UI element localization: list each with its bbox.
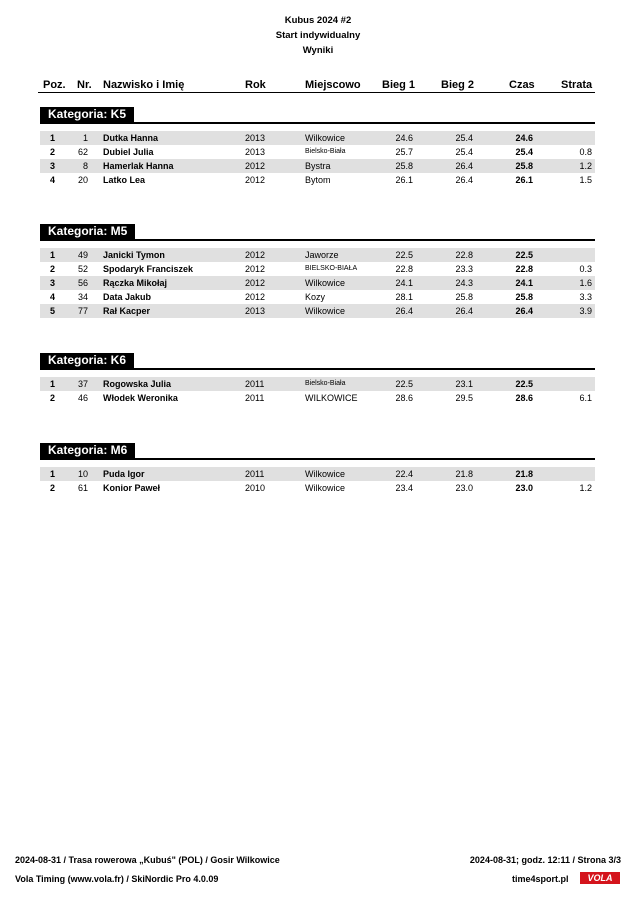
final-time: 26.1 xyxy=(515,175,533,185)
category-header xyxy=(40,443,595,460)
position: 2 xyxy=(49,147,55,157)
run1-time: 24.6 xyxy=(395,133,413,143)
bib-number: 20 xyxy=(77,175,88,185)
athlete-name: Janicki Tymon xyxy=(103,250,165,260)
run2-time: 23.1 xyxy=(455,379,473,389)
run1-time: 25.7 xyxy=(395,147,413,157)
town: Wilkowice xyxy=(305,483,346,493)
run2-time: 21.8 xyxy=(455,469,473,479)
run2-time: 26.4 xyxy=(455,175,473,185)
col-rok: Rok xyxy=(245,79,266,91)
final-time: 25.8 xyxy=(515,292,533,302)
table-row xyxy=(40,173,595,187)
category-header xyxy=(40,107,595,124)
col-bieg2: Bieg 2 xyxy=(441,79,475,91)
bib-number: 46 xyxy=(77,393,88,403)
footer-event-info: 2024-08-31 / Trasa rowerowa „Kubuś" (POL) / Gosir Wilkowice xyxy=(15,855,280,865)
final-time: 24.6 xyxy=(515,133,533,143)
run2-time: 26.4 xyxy=(455,306,473,316)
run1-time: 28.6 xyxy=(395,393,413,403)
town: Wilkowice xyxy=(305,469,346,479)
time-gap: 1.6 xyxy=(579,278,592,288)
position: 4 xyxy=(49,175,55,185)
time-gap: 1.2 xyxy=(579,483,592,493)
time-gap: 6.1 xyxy=(579,393,592,403)
position: 2 xyxy=(49,393,55,403)
birth-year: 2012 xyxy=(245,175,266,185)
time-gap: 3.3 xyxy=(579,292,592,302)
town: Jaworze xyxy=(305,250,339,260)
event-subtitle: Start indywidualny xyxy=(275,30,361,41)
col-strata: Strata xyxy=(561,79,593,91)
results-title: Wyniki xyxy=(302,45,334,56)
table-row xyxy=(40,377,595,391)
athlete-name: Hamerlak Hanna xyxy=(103,161,174,171)
run2-time: 25.8 xyxy=(455,292,473,302)
athlete-name: Dubiel Julia xyxy=(103,147,154,157)
col-bieg1: Bieg 1 xyxy=(382,79,416,91)
bib-number: 10 xyxy=(77,469,88,479)
bib-number: 49 xyxy=(77,250,88,260)
time-gap: 1.5 xyxy=(579,175,592,185)
position: 5 xyxy=(49,306,55,316)
bib-number: 34 xyxy=(77,292,88,302)
col-miejscowosc: Miejscowo xyxy=(305,79,361,91)
run1-time: 25.8 xyxy=(395,161,413,171)
table-row xyxy=(40,391,595,405)
athlete-name: Spodaryk Franciszek xyxy=(103,264,194,274)
position: 1 xyxy=(49,133,55,143)
col-poz: Poz. xyxy=(43,79,66,91)
run2-time: 23.0 xyxy=(455,483,473,493)
final-time: 23.0 xyxy=(515,483,533,493)
athlete-name: Rączka Mikołaj xyxy=(103,278,168,288)
birth-year: 2010 xyxy=(245,483,266,493)
bib-number: 56 xyxy=(77,278,88,288)
birth-year: 2013 xyxy=(245,147,266,157)
run1-time: 22.5 xyxy=(395,250,413,260)
position: 2 xyxy=(49,483,55,493)
final-time: 21.8 xyxy=(515,469,533,479)
run2-time: 25.4 xyxy=(455,147,473,157)
category-header xyxy=(40,353,595,370)
bib-number: 62 xyxy=(77,147,88,157)
table-row xyxy=(40,304,595,318)
table-row xyxy=(40,276,595,290)
birth-year: 2013 xyxy=(245,306,266,316)
category-label: Kategoria: K6 xyxy=(40,353,134,368)
birth-year: 2012 xyxy=(245,250,266,260)
final-time: 25.8 xyxy=(515,161,533,171)
bib-number: 1 xyxy=(82,133,88,143)
final-time: 22.5 xyxy=(515,250,533,260)
table-row xyxy=(40,262,595,276)
time-gap: 0.3 xyxy=(579,264,592,274)
town: WILKOWICE xyxy=(305,393,358,403)
time-gap: 0.8 xyxy=(579,147,592,157)
birth-year: 2011 xyxy=(245,393,265,403)
table-row xyxy=(40,481,595,495)
birth-year: 2012 xyxy=(245,278,266,288)
athlete-name: Rogowska Julia xyxy=(103,379,172,389)
bib-number: 77 xyxy=(77,306,88,316)
run1-time: 22.5 xyxy=(395,379,413,389)
birth-year: 2012 xyxy=(245,161,266,171)
position: 1 xyxy=(49,469,55,479)
run2-time: 29.5 xyxy=(455,393,473,403)
bib-number: 37 xyxy=(77,379,88,389)
table-row xyxy=(40,467,595,481)
birth-year: 2011 xyxy=(245,469,265,479)
table-row xyxy=(40,159,595,173)
run2-time: 24.3 xyxy=(455,278,473,288)
position: 3 xyxy=(49,278,55,288)
town: Wilkowice xyxy=(305,278,346,288)
run1-time: 22.8 xyxy=(395,264,413,274)
athlete-name: Puda Igor xyxy=(103,469,145,479)
run1-time: 22.4 xyxy=(395,469,413,479)
position: 3 xyxy=(49,161,55,171)
category-label: Kategoria: M6 xyxy=(40,443,135,458)
birth-year: 2012 xyxy=(245,292,266,302)
athlete-name: Konior Paweł xyxy=(103,483,161,493)
town: Wilkowice xyxy=(305,133,346,143)
col-name: Nazwisko i Imię xyxy=(103,79,185,91)
run2-time: 25.4 xyxy=(455,133,473,143)
category-label: Kategoria: K5 xyxy=(40,107,134,122)
table-row xyxy=(40,145,595,159)
birth-year: 2013 xyxy=(245,133,266,143)
athlete-name: Rał Kacper xyxy=(103,306,151,316)
run1-time: 24.1 xyxy=(395,278,413,288)
header-divider xyxy=(38,92,595,93)
town: Bielsko-Biała xyxy=(305,380,346,387)
table-row xyxy=(40,131,595,145)
athlete-name: Latko Lea xyxy=(103,175,146,185)
bib-number: 61 xyxy=(77,483,88,493)
position: 2 xyxy=(49,264,55,274)
footer-date-page: 2024-08-31; godz. 12:11 / Strona 3/3 xyxy=(469,855,621,865)
athlete-name: Włodek Weronika xyxy=(103,393,178,403)
time-gap: 3.9 xyxy=(579,306,592,316)
run1-time: 23.4 xyxy=(395,483,413,493)
run2-time: 22.8 xyxy=(455,250,473,260)
town: Bytom xyxy=(305,175,331,185)
town: Wilkowice xyxy=(305,306,346,316)
position: 4 xyxy=(49,292,55,302)
col-nr: Nr. xyxy=(77,79,92,91)
athlete-name: Data Jakub xyxy=(103,292,152,302)
run1-time: 28.1 xyxy=(395,292,413,302)
birth-year: 2011 xyxy=(245,379,265,389)
run1-time: 26.4 xyxy=(395,306,413,316)
bib-number: 8 xyxy=(82,161,88,171)
category-header xyxy=(40,224,595,241)
town: BIELSKO-BIAŁA xyxy=(305,265,358,272)
table-row xyxy=(40,290,595,304)
run1-time: 26.1 xyxy=(395,175,413,185)
vola-logo: VOLA xyxy=(580,872,620,884)
final-time: 28.6 xyxy=(515,393,533,403)
run2-time: 23.3 xyxy=(455,264,473,274)
birth-year: 2012 xyxy=(245,264,266,274)
col-czas: Czas xyxy=(509,79,535,91)
run2-time: 26.4 xyxy=(455,161,473,171)
final-time: 26.4 xyxy=(515,306,533,316)
town: Bystra xyxy=(305,161,331,171)
footer-site: time4sport.pl xyxy=(512,874,569,884)
final-time: 22.8 xyxy=(515,264,533,274)
position: 1 xyxy=(49,379,55,389)
category-label: Kategoria: M5 xyxy=(40,224,135,239)
town: Bielsko-Biała xyxy=(305,148,346,155)
final-time: 24.1 xyxy=(515,278,533,288)
event-title: Kubus 2024 #2 xyxy=(284,15,352,26)
bib-number: 52 xyxy=(77,264,88,274)
footer-software: Vola Timing (www.vola.fr) / SkiNordic Pro 4.0.09 xyxy=(15,874,219,884)
athlete-name: Dutka Hanna xyxy=(103,133,159,143)
final-time: 25.4 xyxy=(515,147,533,157)
town: Kozy xyxy=(305,292,326,302)
time-gap: 1.2 xyxy=(579,161,592,171)
position: 1 xyxy=(49,250,55,260)
table-row xyxy=(40,248,595,262)
final-time: 22.5 xyxy=(515,379,533,389)
